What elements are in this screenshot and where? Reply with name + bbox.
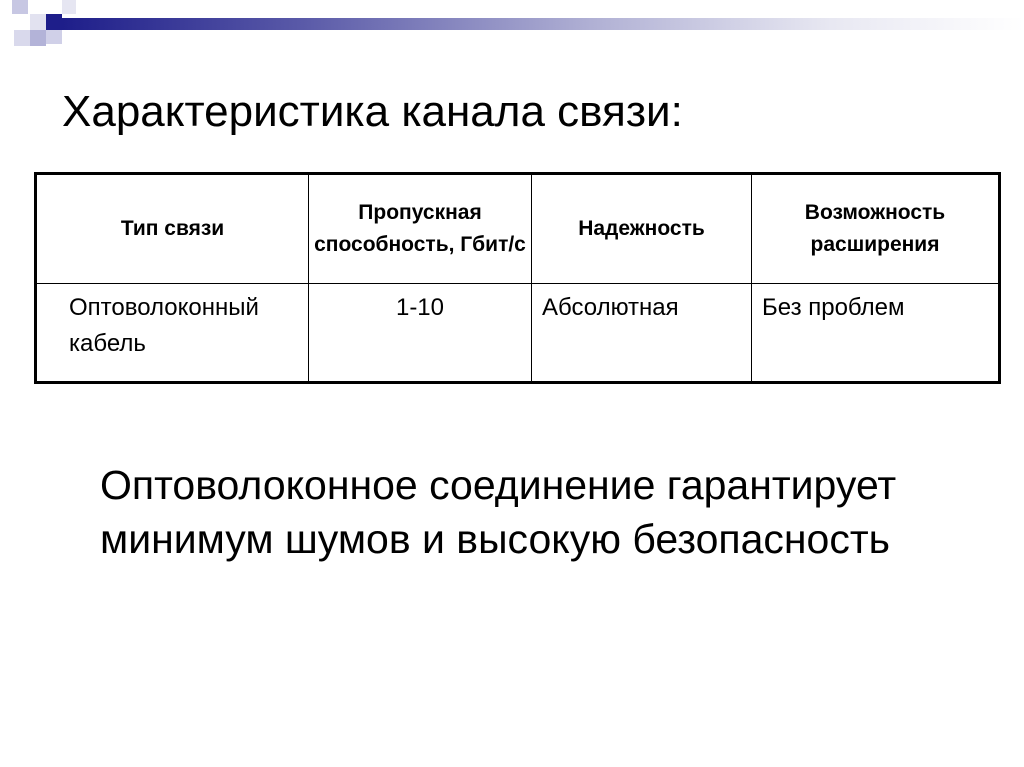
table-header-row xyxy=(36,174,1000,284)
decor-square xyxy=(46,14,62,30)
decor-square xyxy=(30,30,46,46)
cell-expandability: Без проблем xyxy=(752,284,1000,383)
decor-square xyxy=(46,30,62,44)
cell-reliability: Абсолютная xyxy=(532,284,752,383)
header-reliability: Надежность xyxy=(532,174,752,284)
cell-bandwidth: 1-10 xyxy=(309,284,532,383)
decor-square xyxy=(30,14,46,30)
cell-connection-type: Оптоволоконный кабель xyxy=(36,284,309,383)
slide-title: Характеристика канала связи: xyxy=(62,87,683,136)
header-expandability: Возможность расширения xyxy=(752,174,1000,284)
header-bandwidth: Пропускная способность, Гбит/с xyxy=(309,174,532,284)
table-row xyxy=(36,284,1000,383)
top-gradient-bar xyxy=(62,18,1024,30)
header-connection-type: Тип связи xyxy=(36,174,309,284)
decor-square xyxy=(12,0,28,14)
channel-spec-table xyxy=(34,172,1001,384)
decor-square xyxy=(14,30,30,46)
slide-body-text: Оптоволоконное соединение гарантирует минимум шумов и высокую безопасность xyxy=(100,462,897,562)
decor-square xyxy=(62,0,76,14)
